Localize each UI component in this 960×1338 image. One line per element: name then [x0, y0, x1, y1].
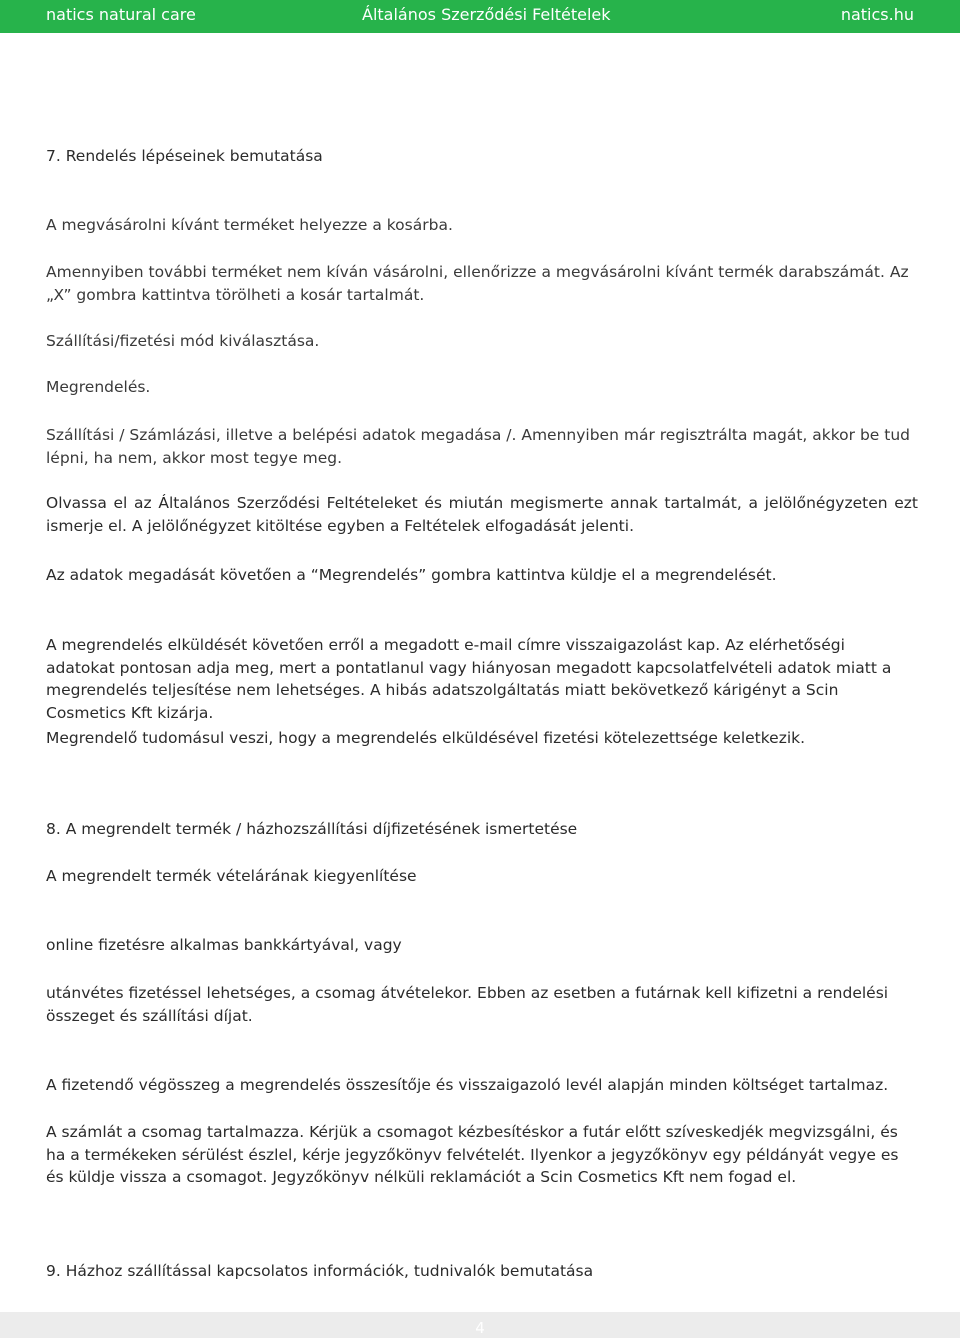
step-order: Megrendelés. — [46, 378, 151, 396]
total-amount-note: A fizetendő végösszeg a megrendelés összesítője és visszaigazoló levél alapján minden költséget tartalmaz. — [46, 1076, 889, 1094]
section-8-heading: 8. A megrendelt termék / házhozszállítási díjfizetésének ismertetése — [46, 820, 578, 838]
payment-settlement-heading: A megrendelt termék vételárának kiegyenlítése — [46, 867, 417, 885]
step-add-to-cart: A megvásárolni kívánt terméket helyezze a kosárba. — [46, 216, 453, 234]
invoice-inspection-note: A számlát a csomag tartalmazza. Kérjük a csomagot kézbesítéskor a futár előtt szíveskedjék megvizsgálni, és ha a termékeken sérülést észlel, kérje jegyzőkönyv felvételét. Ilyenkor a jegyzőkönyv egy példányát vegye es és küldje vissza a csomagot. Jegyzőkönyv nélküli reklamációt a Scin Cosmetics Kft nem fogad el. — [46, 1123, 899, 1186]
confirmation-paragraph: A megrendelés elküldését követően erről a megadott e-mail címre visszaigazolást kap. Az elérhetőségi adatokat pontosan adja meg, mert a pontatlanul vagy hiányosan megadott kapcsolatfelvételi adatok miatt a megrendelés teljesítése nem lehetséges. A hibás adatszolgáltatás miatt bekövetkező kárigényt a Scin Cosmetics Kft kizárja. — [46, 636, 892, 722]
step-check-quantity: Amennyiben további terméket nem kíván vásárolni, ellenőrizze a megvásárolni kívánt termék darabszámát. Az „X” gombra kattintva törölheti a kosár tartalmát. — [46, 263, 909, 304]
payment-obligation: Megrendelő tudomásul veszi, hogy a megrendelés elküldésével fizetési kötelezettsége keletkezik. — [46, 729, 806, 747]
section-9-heading: 9. Házhoz szállítással kapcsolatos információk, tudnivalók bemutatása — [46, 1262, 594, 1280]
step-accept-terms: Olvassa el az Általános Szerződési Feltételeket és miután megismerte annak tartalmát, a jelölőnégyzeten ezt ismerje el. A jelölőnégyzet kitöltése egyben a Feltételek elfogadását jelenti. — [46, 494, 918, 535]
payment-option-cod: utánvétes fizetéssel lehetséges, a csomag átvételekor. Ebben az esetben a futárnak kell kifizetni a rendelési összeget és szállítási díjat. — [46, 984, 889, 1025]
page-number: 4 — [475, 1319, 485, 1337]
site-url: natics.hu — [840, 5, 914, 24]
step-shipping-payment: Szállítási/fizetési mód kiválasztása. — [46, 332, 320, 350]
page-footer — [0, 1312, 960, 1338]
page-header — [0, 0, 960, 33]
payment-option-card: online fizetésre alkalmas bankkártyával, vagy — [46, 936, 402, 954]
section-7-heading: 7. Rendelés lépéseinek bemutatása — [46, 147, 323, 165]
document-title: Általános Szerződési Feltételek — [362, 5, 611, 24]
step-submit-order: Az adatok megadását követően a “Megrendelés” gombra kattintva küldje el a megrendelését. — [46, 566, 777, 584]
brand-name: natics natural care — [46, 5, 196, 24]
step-billing-data: Szállítási / Számlázási, illetve a belépési adatok megadása /. Amennyiben már regisztrálta magát, akkor be tud lépni, ha nem, akkor most tegye meg. — [46, 426, 911, 467]
